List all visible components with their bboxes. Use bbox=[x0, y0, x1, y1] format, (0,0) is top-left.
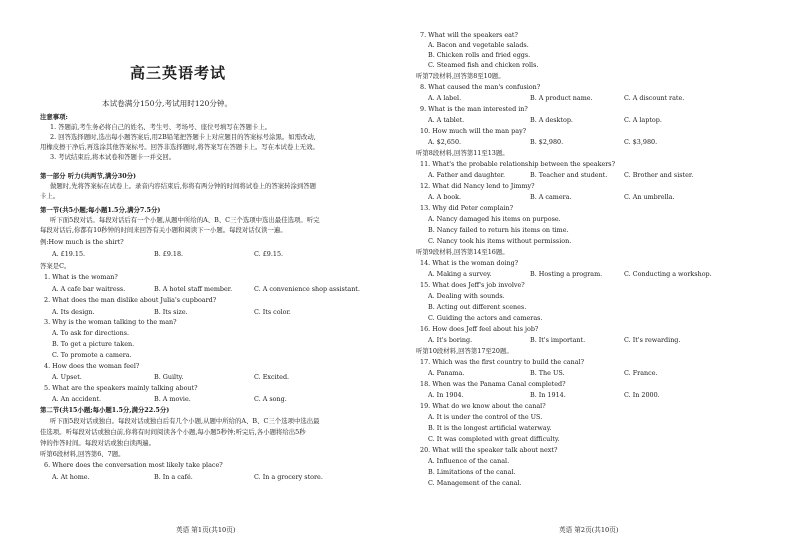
question-17: 17. Which was the first country to build the canal? bbox=[420, 358, 585, 366]
q7-option-a: A. Bacon and vegetable salads. bbox=[428, 41, 529, 49]
question-6: 6. Where does the conversation most likely take place? bbox=[44, 461, 223, 469]
material-7: 听第7段材料,回答第8至10题。 bbox=[416, 72, 505, 80]
question-15: 15. What does Jeff's job involve? bbox=[420, 281, 525, 289]
q9-option-c: C. A laptop. bbox=[624, 116, 662, 124]
q7-option-c: C. Steamed fish and chicken rolls. bbox=[428, 61, 539, 69]
q4-option-c: C. Excited. bbox=[254, 373, 290, 381]
exam-title: 高三英语考试 bbox=[130, 64, 227, 82]
q12-option-a: A. A book. bbox=[428, 193, 462, 201]
question-2: 2. What does the man dislike about Julia's cupboard? bbox=[44, 296, 217, 304]
q1-option-c: C. A convenience shop assistant. bbox=[254, 285, 360, 293]
part1-intro: 做题时,先将答案标在试卷上。录音内容结束后,你将有两分钟的时间将试卷上的答案转涂到答题 bbox=[50, 182, 317, 190]
q11-option-a: A. Father and daughter. bbox=[428, 171, 506, 179]
q18-option-a: A. In 1904. bbox=[428, 391, 464, 399]
example-answer: 答案是C。 bbox=[40, 262, 71, 270]
question-4: 4. How does the woman feel? bbox=[44, 362, 140, 370]
example-option-b: B. £9.18. bbox=[154, 250, 184, 258]
section2-intro: 佳选项。听每段对话或独白前,你将有时间阅读各个小题,每小题5秒钟;听完后,各小题将给出5秒 bbox=[40, 428, 306, 436]
exam-subtitle: 本试卷满分150分,考试用时120分钟。 bbox=[102, 99, 233, 108]
exam-page-2 bbox=[397, 0, 794, 543]
material-10: 听第10段材料,回答第17至20题。 bbox=[416, 347, 513, 355]
part1-heading: 第一部分 听力(共两节,满分30分) bbox=[40, 172, 137, 180]
q14-option-a: A. Making a survey. bbox=[428, 270, 492, 278]
question-1: 1. What is the woman? bbox=[44, 273, 118, 281]
note-line: 3. 考试结束后,将本试卷和答题卡一并交回。 bbox=[50, 153, 176, 161]
note-line: 1. 答题前,考生务必将自己的姓名、考生号、考场号、座位号填写在答题卡上。 bbox=[50, 123, 272, 131]
q10-option-c: C. $3,980. bbox=[624, 138, 658, 146]
question-13: 13. Why did Peter complain? bbox=[420, 204, 514, 212]
question-16: 16. How does Jeff feel about his job? bbox=[420, 325, 539, 333]
q9-option-a: A. A tablet. bbox=[428, 116, 465, 124]
q17-option-c: C. France. bbox=[624, 369, 658, 377]
q3-option-b: B. To get a picture taken. bbox=[52, 340, 135, 348]
q6-option-a: A. At home. bbox=[52, 473, 90, 481]
q17-option-a: A. Panama. bbox=[428, 369, 465, 377]
q16-option-b: B. It's important. bbox=[530, 336, 586, 344]
material-9: 听第9段材料,回答第14至16题。 bbox=[416, 248, 509, 256]
q19-option-c: C. It was completed with great difficulty. bbox=[428, 435, 560, 443]
q16-option-a: A. It's boring. bbox=[428, 336, 473, 344]
q15-option-a: A. Dealing with sounds. bbox=[428, 292, 505, 300]
q1-option-a: A. A cafe bar waitress. bbox=[52, 285, 126, 293]
q6-option-c: C. In a grocery store. bbox=[254, 473, 323, 481]
q1-option-b: B. A hotel staff member. bbox=[154, 285, 233, 293]
q5-option-a: A. An accident. bbox=[52, 395, 102, 403]
question-10: 10. How much will the man pay? bbox=[420, 127, 527, 135]
page-footer-1: 英语 第1页(共10页) bbox=[176, 526, 236, 534]
q13-option-c: C. Nancy took his items without permission. bbox=[428, 237, 572, 245]
q8-option-b: B. A product name. bbox=[530, 94, 593, 102]
q17-option-b: B. The US. bbox=[530, 369, 565, 377]
q8-option-c: C. A discount rate. bbox=[624, 94, 685, 102]
q11-option-c: C. Brother and sister. bbox=[624, 171, 694, 179]
q2-option-b: B. Its size. bbox=[154, 308, 188, 316]
example-question: 例:How much is the shirt? bbox=[40, 238, 124, 246]
q18-option-c: C. In 2000. bbox=[624, 391, 660, 399]
question-14: 14. What is the woman doing? bbox=[420, 259, 519, 267]
q4-option-a: A. Upset. bbox=[52, 373, 82, 381]
q8-option-a: A. A label. bbox=[428, 94, 462, 102]
question-18: 18. When was the Panama Canal completed? bbox=[420, 380, 566, 388]
q3-option-a: A. To ask for directions. bbox=[52, 329, 130, 337]
question-5: 5. What are the speakers mainly talking about? bbox=[44, 384, 198, 392]
q3-option-c: C. To promote a camera. bbox=[52, 351, 132, 359]
q20-option-c: C. Management of the canal. bbox=[428, 479, 522, 487]
notes-heading: 注意事项: bbox=[40, 113, 68, 121]
q11-option-b: B. Teacher and student. bbox=[530, 171, 608, 179]
section2-heading: 第二节(共15小题;每小题1.5分,满分22.5分) bbox=[40, 406, 170, 414]
q6-option-b: B. In a café. bbox=[154, 473, 193, 481]
question-9: 9. What is the man interested in? bbox=[420, 105, 528, 113]
q10-option-a: A. $2,650. bbox=[428, 138, 462, 146]
q7-option-b: B. Chicken rolls and fried eggs. bbox=[428, 51, 531, 59]
q20-option-a: A. Influence of the canal. bbox=[428, 457, 510, 465]
q19-option-b: B. It is the longest artificial waterway. bbox=[428, 424, 552, 432]
example-option-a: A. £19.15. bbox=[52, 250, 86, 258]
note-line: 用橡皮擦干净后,再选涂其他答案标号。回答非选择题时,将答案写在答题卡上。写在本试卷上无效。 bbox=[40, 143, 319, 151]
question-3: 3. Why is the woman talking to the man? bbox=[44, 318, 177, 326]
example-option-c: C. £9.15. bbox=[254, 250, 284, 258]
question-8: 8. What caused the man's confusion? bbox=[420, 83, 541, 91]
question-7: 7. What will the speakers eat? bbox=[420, 31, 518, 39]
page-footer-2: 英语 第2页(共10页) bbox=[559, 526, 619, 534]
q12-option-c: C. An umbrella. bbox=[624, 193, 675, 201]
section1-intro: 听下面5段对话。每段对话后有一个小题,从题中所给的A、B、C三个选项中选出最佳选项。听完 bbox=[50, 216, 320, 224]
q5-option-c: C. A song. bbox=[254, 395, 287, 403]
section2-intro: 钟的作答时间。每段对话或独白读两遍。 bbox=[40, 439, 156, 447]
q15-option-c: C. Guiding the actors and cameras. bbox=[428, 314, 543, 322]
question-11: 11. What's the probable relationship between the speakers? bbox=[420, 160, 615, 168]
q16-option-c: C. It's rewarding. bbox=[624, 336, 681, 344]
question-12: 12. What did Nancy lend to Jimmy? bbox=[420, 182, 535, 190]
q13-option-a: A. Nancy damaged his items on purpose. bbox=[428, 215, 561, 223]
q19-option-a: A. It is under the control of the US. bbox=[428, 413, 543, 421]
question-20: 20. What will the speaker talk about next? bbox=[420, 446, 558, 454]
q9-option-b: B. A desktop. bbox=[530, 116, 573, 124]
section1-intro: 每段对话后,你都有10秒钟的时间来回答有关小题和阅读下一小题。每段对话仅读一遍。 bbox=[40, 226, 287, 234]
q15-option-b: B. Acting out different scenes. bbox=[428, 303, 527, 311]
material-6: 听第6段材料,回答第6、7题。 bbox=[40, 450, 125, 458]
material-8: 听第8段材料,回答第11至13题。 bbox=[416, 149, 509, 157]
part1-intro: 卡上。 bbox=[40, 192, 60, 200]
q10-option-b: B. $2,980. bbox=[530, 138, 564, 146]
question-19: 19. What do we know about the canal? bbox=[420, 402, 546, 410]
q20-option-b: B. Limitations of the canal. bbox=[428, 468, 516, 476]
q14-option-c: C. Conducting a workshop. bbox=[624, 270, 712, 278]
q18-option-b: B. In 1914. bbox=[530, 391, 566, 399]
q13-option-b: B. Nancy failed to return his items on time. bbox=[428, 226, 569, 234]
q5-option-b: B. A movie. bbox=[154, 395, 191, 403]
section2-intro: 听下面5段对话或独白。每段对话或独白后有几个小题,从题中所给的A、B、C三个选项中选出最 bbox=[50, 417, 320, 425]
q2-option-c: C. Its color. bbox=[254, 308, 291, 316]
q4-option-b: B. Guilty. bbox=[154, 373, 184, 381]
q12-option-b: B. A camera. bbox=[530, 193, 572, 201]
section1-heading: 第一节(共5小题;每小题1.5分,满分7.5分) bbox=[40, 206, 161, 214]
q14-option-b: B. Hosting a program. bbox=[530, 270, 603, 278]
q2-option-a: A. Its design. bbox=[52, 308, 95, 316]
note-line: 2. 回答选择题时,选出每小题答案后,用2B铅笔把答题卡上对应题目的答案标号涂黑。如需改动, bbox=[50, 133, 316, 141]
